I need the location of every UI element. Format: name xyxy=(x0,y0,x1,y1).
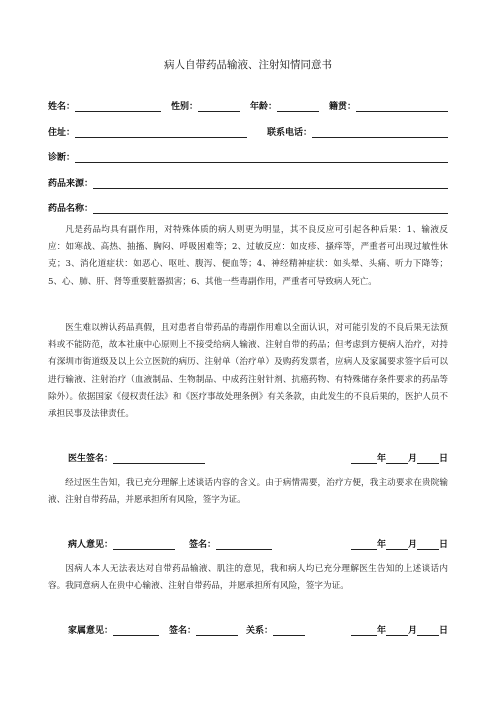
patient-opinion-field[interactable] xyxy=(113,539,175,550)
family-month-label: 月 xyxy=(407,626,417,636)
patient-day-field[interactable] xyxy=(417,539,439,550)
drug-source-label: 药品来源： xyxy=(48,179,94,189)
doctor-signature-row xyxy=(68,451,448,464)
family-day-label: 日 xyxy=(438,626,448,636)
document-title: 病人自带药品输液、注射知情同意书 xyxy=(164,59,332,71)
family-month-field[interactable] xyxy=(386,625,408,636)
policy-text: 医生难以辨认药品真假，且对患者自带药品的毒副作用难以全面认识，对可能引发的不良后果无法预料或不能防范，故本社康中心原则上不接受给病人输液、注射自带的药品；但考虑到方便病人治疗，对持有深圳市街道级及以上公立医院的病历、注射单（治疗单）及购药发票者，应病人及家属要求签字后可以进行输液、注射治疗（血液制品、生物制品、中成药注射针剂、抗癌药物、有特殊储存条件要求的药品等除外）。依据国家《侵权责任法》和《医疗事故处理条例》有关条款，由此发生的不良后果的，医护人员不承担民事及法律责任。 xyxy=(48,323,448,420)
family-opinion-field[interactable] xyxy=(113,625,159,636)
patient-sign-label: 签名： xyxy=(189,540,217,550)
name-label: 姓名： xyxy=(48,102,76,112)
doctor-year-field[interactable] xyxy=(351,453,377,464)
family-consent-text: 因病人本人无法表达对自带药品输液、肌注的意见，我和病人均已充分理解医生告知的上述谈话内容。我同意病人在贵中心输液、注射自带药品，并愿承担所有风险，签字为证。 xyxy=(48,564,448,592)
origin-field[interactable] xyxy=(356,101,448,112)
patient-opinion-label: 病人意见： xyxy=(68,540,114,550)
drug-source-row xyxy=(48,176,448,189)
patient-consent-paragraph xyxy=(48,475,448,509)
diagnosis-field[interactable] xyxy=(75,152,448,163)
drug-name-label: 药品名称： xyxy=(48,204,94,214)
gender-label: 性别： xyxy=(171,102,199,112)
patient-sign-field[interactable] xyxy=(216,539,272,550)
age-label: 年龄： xyxy=(250,102,278,112)
family-opinion-label: 家属意见： xyxy=(68,626,114,636)
family-year-field[interactable] xyxy=(351,625,377,636)
name-field[interactable] xyxy=(75,101,161,112)
patient-year-field[interactable] xyxy=(351,539,377,550)
address-row xyxy=(48,125,448,138)
family-consent-paragraph xyxy=(48,561,448,595)
drug-name-row xyxy=(48,201,448,214)
side-effects-text: 凡是药品均具有副作用，对特殊体质的病人则更为明显，其不良反应可引起各种后果：1、输液反应：如寒战、高热、抽搐、胸闷、呼吸困难等；2、过敏反应：如皮疹、搔痒等，严重者可出现过敏性休克；3、消化道症状：如恶心、呕吐、腹泻、便血等；4、神经精神症状：如头晕、头痛、听力下降等；5、心、肺、肝、肾等重要脏器损害；6、其他一些毒副作用，严重者可导致病人死亡。 xyxy=(48,225,448,287)
patient-year-label: 年 xyxy=(376,540,386,550)
origin-label: 籍贯： xyxy=(329,102,357,112)
patient-consent-text: 经过医生告知，我已充分理解上述谈话内容的含义。由于病情需要，治疗方便，我主动要求在贵院输液、注射自带药品，并愿承担所有风险，签字为证。 xyxy=(48,478,448,506)
address-field[interactable] xyxy=(75,127,247,138)
doctor-signature-label: 医生签名： xyxy=(68,454,114,464)
doctor-month-label: 月 xyxy=(407,454,417,464)
family-day-field[interactable] xyxy=(417,625,439,636)
doctor-day-label: 日 xyxy=(438,454,448,464)
gender-field[interactable] xyxy=(198,101,240,112)
patient-month-field[interactable] xyxy=(386,539,408,550)
side-effects-paragraph xyxy=(48,222,448,291)
diagnosis-row xyxy=(48,150,448,163)
family-relation-field[interactable] xyxy=(273,625,305,636)
family-signature-row xyxy=(68,623,448,636)
address-label: 住址： xyxy=(48,128,76,138)
patient-signature-row xyxy=(68,537,448,550)
drug-source-field[interactable] xyxy=(93,178,448,189)
family-year-label: 年 xyxy=(376,626,386,636)
patient-day-label: 日 xyxy=(438,540,448,550)
phone-label: 联系电话： xyxy=(267,128,313,138)
policy-paragraph xyxy=(48,320,448,423)
diagnosis-label: 诊断： xyxy=(48,153,76,163)
patient-month-label: 月 xyxy=(407,540,417,550)
age-field[interactable] xyxy=(277,101,319,112)
family-sign-label: 签名： xyxy=(169,626,197,636)
doctor-month-field[interactable] xyxy=(386,453,408,464)
drug-name-field[interactable] xyxy=(93,203,448,214)
family-sign-field[interactable] xyxy=(196,625,238,636)
doctor-year-label: 年 xyxy=(376,454,386,464)
family-relation-label: 关系： xyxy=(246,626,274,636)
patient-info-row xyxy=(48,99,448,112)
doctor-day-field[interactable] xyxy=(417,453,439,464)
phone-field[interactable] xyxy=(312,127,448,138)
doctor-signature-field[interactable] xyxy=(113,453,205,464)
